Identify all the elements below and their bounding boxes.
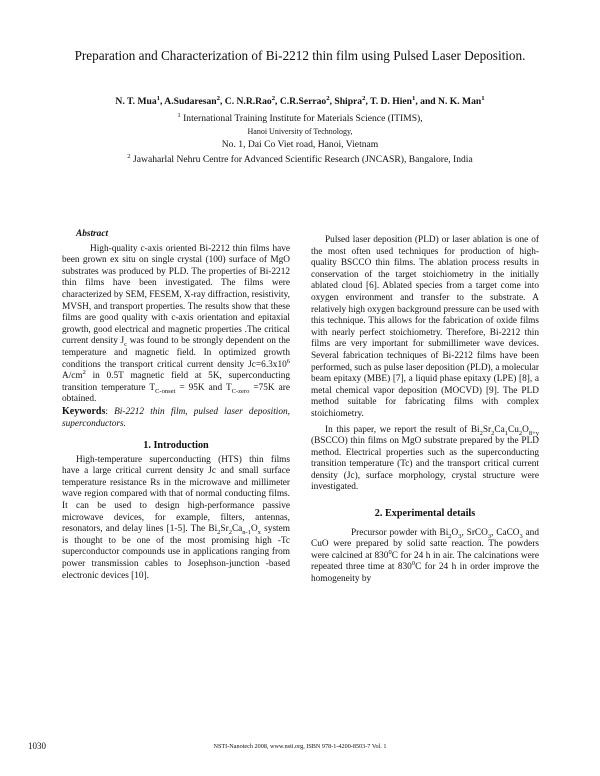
author-name: A.Sudaresan [164, 96, 217, 107]
section-heading-experimental: 2. Experimental details [374, 508, 476, 520]
this-paper-paragraph: In this paper, we report the result of $Bi_2Sr_2Ca_1Cu_2O_{8+y}$ (BSCCO) thin films on MgO substrate prepared by the PLD method. Electrical properties such as the superconducting transition temperature (Tc) and the transport critical current density (Jc), surface morphology, crystal structure were investigated. [311, 424, 539, 493]
section-heading-introduction: 1. Introduction [143, 440, 209, 452]
keywords-text: Bi-2212 thin film, pulsed laser deposition, superconductors. [62, 406, 290, 429]
author-name: C.R.Serrao [279, 96, 327, 107]
paper-title: Preparation and Characterization of Bi-2212 thin film using Pulsed Laser Deposition. [74, 48, 526, 63]
author-affil-mark: 2 [326, 94, 330, 102]
author-affil-mark: 2 [216, 94, 220, 102]
author-list: N. T. Mua$^1$, A.Sudaresan$^2$, C. N.R.Rao$^2$, C.R.Serrao$^2$, Shipra$^2$, T. D. Hien$^1$, and N. K. Man$^1$ [115, 94, 485, 107]
left-column [62, 229, 290, 582]
affiliation-1-address: No. 1, Dai Co Viet road, Hanoi, Vietnam [221, 139, 379, 150]
pld-paragraph: Pulsed laser deposition (PLD) or laser ablation is one of the most often used techniques for production of high-quality BSCCO thin films. The ablation process results in conservation of the target stoichiometry in the initially ablated cloud [6]. Ablated species from a target come into oxygen environment and transfer to the substrate. A relatively high oxygen background pressure can be used with this technique. This allows for the fabrication of oxide films with nearly perfect stoichiometry. Therefore, Bi-2212 thin films are very important for submillimeter wave devices. Several fabrication techniques of Bi-2212 films have been performed, such as pulse laser deposition (PLD), a molecular beam epitaxy (MBE) [7], a liquid phase epitaxy (LPE) [8], a metal chemical vapor deposition (MOCVD) [9]. The PLD method suitable for fabricating films with complex stoichiometry. [311, 235, 539, 419]
author-affil-mark: 2 [362, 94, 366, 102]
author-affil-mark: 1 [156, 94, 160, 102]
author-affil-mark: 2 [271, 94, 276, 102]
author-name: C. N.R.Rao [224, 96, 272, 107]
author-affil-mark: 1 [412, 94, 416, 102]
affiliation-mark: 1 [177, 111, 181, 119]
page-number: 1030 [28, 741, 46, 751]
author-name: T. D. Hien [370, 96, 413, 107]
author-name: N. T. Mua [115, 96, 157, 107]
keywords: Keywords: Bi-2212 thin film, pulsed laser deposition, superconductors. [62, 405, 290, 429]
author-name: and N. K. Man [420, 96, 482, 107]
affiliation-1 [60, 112, 540, 125]
affiliation-line: International Training Institute for Materials Science (ITIMS), [183, 113, 423, 124]
affiliation-1-university: Hanoi University of Technology, [247, 127, 353, 136]
experimental-paragraph: Precursor powder with $Bi_2O_3$, SrCO$_3$, CaCO$_3$ and CuO were prepared by solid satte reaction. The powders were calcined at $830^0C$ for 24 h in air. The calcinations were repeated three time at $830^0C$ for 24 h in order improve the homogeneity by [311, 527, 539, 585]
abstract-heading: Abstract [76, 229, 109, 239]
abstract-text: High-quality c-axis oriented Bi-2212 thin films have been grown ex situ on single crystal (100) surface of MgO substrates was produced by PLD. The properties of Bi-2212 thin films have been investigated. The films were characterized by SEM, FESEM, X-ray diffraction, resistivity, MVSH, and transport properties. The results show that these films are good quality with c-axis orientation and epitaxial growth, good electrical and magnetic properties .The critical current density $J_c$ was found to be strongly dependent on the temperature and magnetic field. In optimized growth conditions the transport critical current density $Jc=6.3x10^6$ $A/cm^2$ in 0.5T magnetic field at 5K, superconducting transition temperature $T_{C-onset} = 95K$ and $T_{C-zero} =75K$ are obtained. [62, 243, 290, 405]
introduction-paragraph: High-temperature superconducting (HTS) thin films have a large critical current density Jc and small surface temperature resistance Rs in the microwave and millimeter wave region compared with that of normal conducting films. It can be used to design high-performance passive microwave devices, for example, filters, antennas, resonators, and delay lines [1-5]. The $Bi_2Sr_2Ca_{n-1}O_x$ system is thought to be one of the most promising high -Tc superconductor compounds use in applications ranging from power transmission cables to Josephson-junction -based electronic devices [10]. [62, 454, 291, 581]
keywords-label: Keywords [62, 405, 106, 417]
footer-citation: NSTI-Nanotech 2008, www.nsti.org, ISBN 978-1-4200-8503-7 Vol. 1 [213, 743, 387, 750]
affiliation-2 [60, 153, 540, 166]
author-name: Shipra [334, 96, 363, 107]
affiliation-mark: 2 [127, 152, 131, 160]
author-affil-mark: 1 [481, 94, 485, 102]
affiliation-line: Jawaharlal Nehru Centre for Advanced Scientific Research (JNCASR), Bangalore, India [133, 154, 473, 165]
right-column [311, 235, 539, 586]
